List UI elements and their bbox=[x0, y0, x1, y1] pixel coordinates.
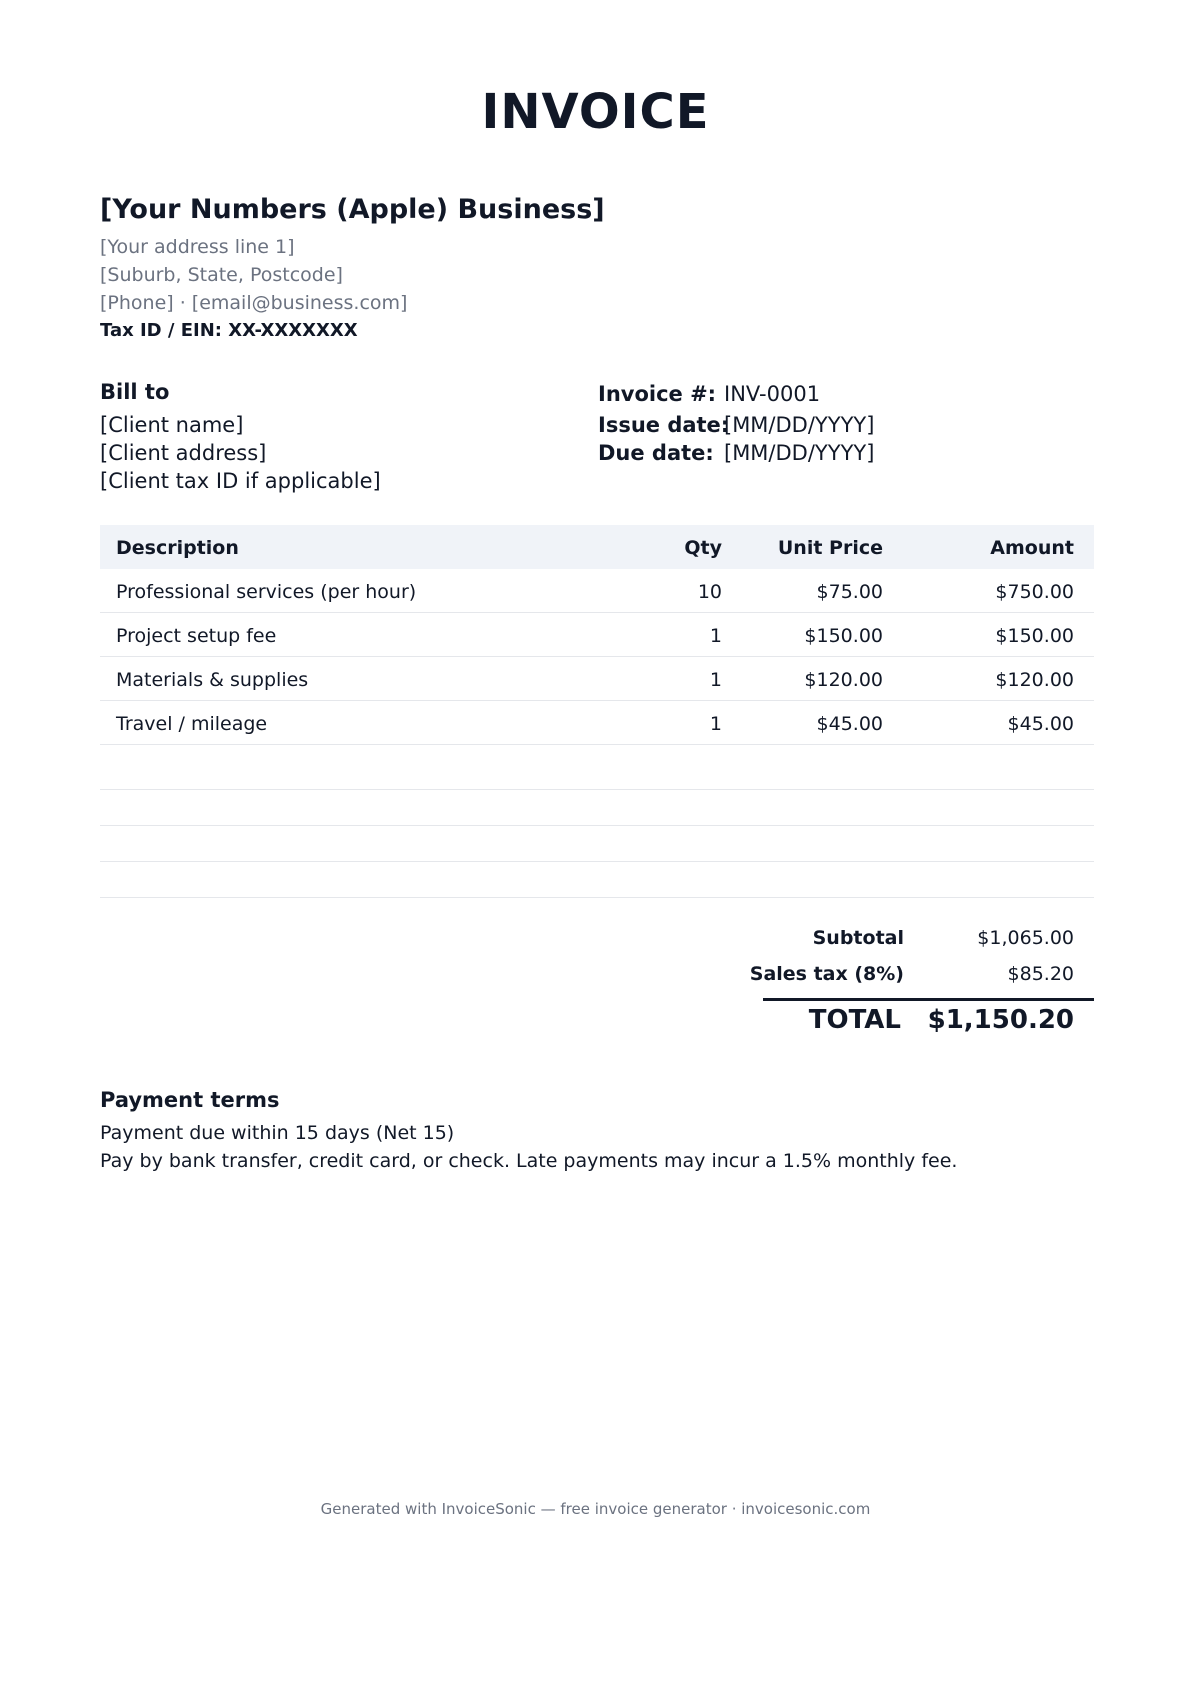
row-description: Project setup fee bbox=[116, 625, 277, 647]
client-address: [Client address] bbox=[100, 441, 267, 465]
row-description: Travel / mileage bbox=[116, 713, 268, 735]
client-tax-id: [Client tax ID if applicable] bbox=[100, 469, 381, 493]
table-row bbox=[100, 569, 1094, 613]
payment-terms-line1: Payment due within 15 days (Net 15) bbox=[100, 1122, 455, 1144]
header-unit-price: Unit Price bbox=[777, 537, 883, 559]
issue-date-value: [MM/DD/YYYY] bbox=[724, 413, 875, 437]
empty-table-row bbox=[100, 862, 1094, 898]
business-address-line2: [Suburb, State, Postcode] bbox=[100, 264, 343, 286]
header-qty: Qty bbox=[684, 537, 722, 559]
row-amount: $120.00 bbox=[995, 669, 1074, 691]
total-divider bbox=[763, 998, 1094, 1001]
row-unit-price: $120.00 bbox=[804, 669, 883, 691]
due-date-value: [MM/DD/YYYY] bbox=[724, 441, 875, 465]
payment-terms-line2: Pay by bank transfer, credit card, or check. Late payments may incur a 1.5% monthly fee. bbox=[100, 1150, 958, 1172]
empty-table-row bbox=[100, 826, 1094, 862]
row-amount: $150.00 bbox=[995, 625, 1074, 647]
issue-date-label: Issue date: bbox=[598, 413, 730, 437]
table-row bbox=[100, 657, 1094, 701]
row-unit-price: $45.00 bbox=[816, 713, 883, 735]
business-contact: [Phone] · [email@business.com] bbox=[100, 292, 408, 314]
sales-tax-value: $85.20 bbox=[1007, 963, 1074, 985]
header-amount: Amount bbox=[990, 537, 1074, 559]
row-unit-price: $75.00 bbox=[816, 581, 883, 603]
row-amount: $750.00 bbox=[995, 581, 1074, 603]
row-amount: $45.00 bbox=[1007, 713, 1074, 735]
business-address-line1: [Your address line 1] bbox=[100, 236, 295, 258]
table-header bbox=[100, 525, 1094, 569]
footer-note: Generated with InvoiceSonic — free invoice generator · invoicesonic.com bbox=[320, 1500, 871, 1518]
business-tax-id: Tax ID / EIN: XX-XXXXXXX bbox=[100, 320, 358, 341]
table-row bbox=[100, 701, 1094, 745]
subtotal-label: Subtotal bbox=[812, 927, 904, 949]
header-description: Description bbox=[116, 537, 239, 559]
empty-table-row bbox=[100, 745, 1094, 790]
total-label: TOTAL bbox=[808, 1005, 901, 1035]
subtotal-value: $1,065.00 bbox=[977, 927, 1074, 949]
due-date-label: Due date: bbox=[598, 441, 714, 465]
invoice-number-value: INV-0001 bbox=[724, 382, 821, 406]
sales-tax-label: Sales tax (8%) bbox=[749, 963, 904, 985]
row-description: Materials & supplies bbox=[116, 669, 309, 691]
row-qty: 1 bbox=[709, 669, 722, 691]
invoice-title: INVOICE bbox=[481, 84, 710, 140]
row-qty: 1 bbox=[709, 625, 722, 647]
row-qty: 10 bbox=[697, 581, 722, 603]
client-name: [Client name] bbox=[100, 413, 244, 437]
invoice-number-label: Invoice #: bbox=[598, 382, 717, 406]
row-unit-price: $150.00 bbox=[804, 625, 883, 647]
business-name: [Your Numbers (Apple) Business] bbox=[100, 194, 605, 225]
payment-terms-heading: Payment terms bbox=[100, 1088, 280, 1112]
total-value: $1,150.20 bbox=[927, 1005, 1074, 1035]
line-items-table bbox=[100, 525, 1094, 898]
empty-table-row bbox=[100, 790, 1094, 826]
row-description: Professional services (per hour) bbox=[116, 581, 417, 603]
table-row bbox=[100, 613, 1094, 657]
bill-to-heading: Bill to bbox=[100, 380, 170, 404]
row-qty: 1 bbox=[709, 713, 722, 735]
